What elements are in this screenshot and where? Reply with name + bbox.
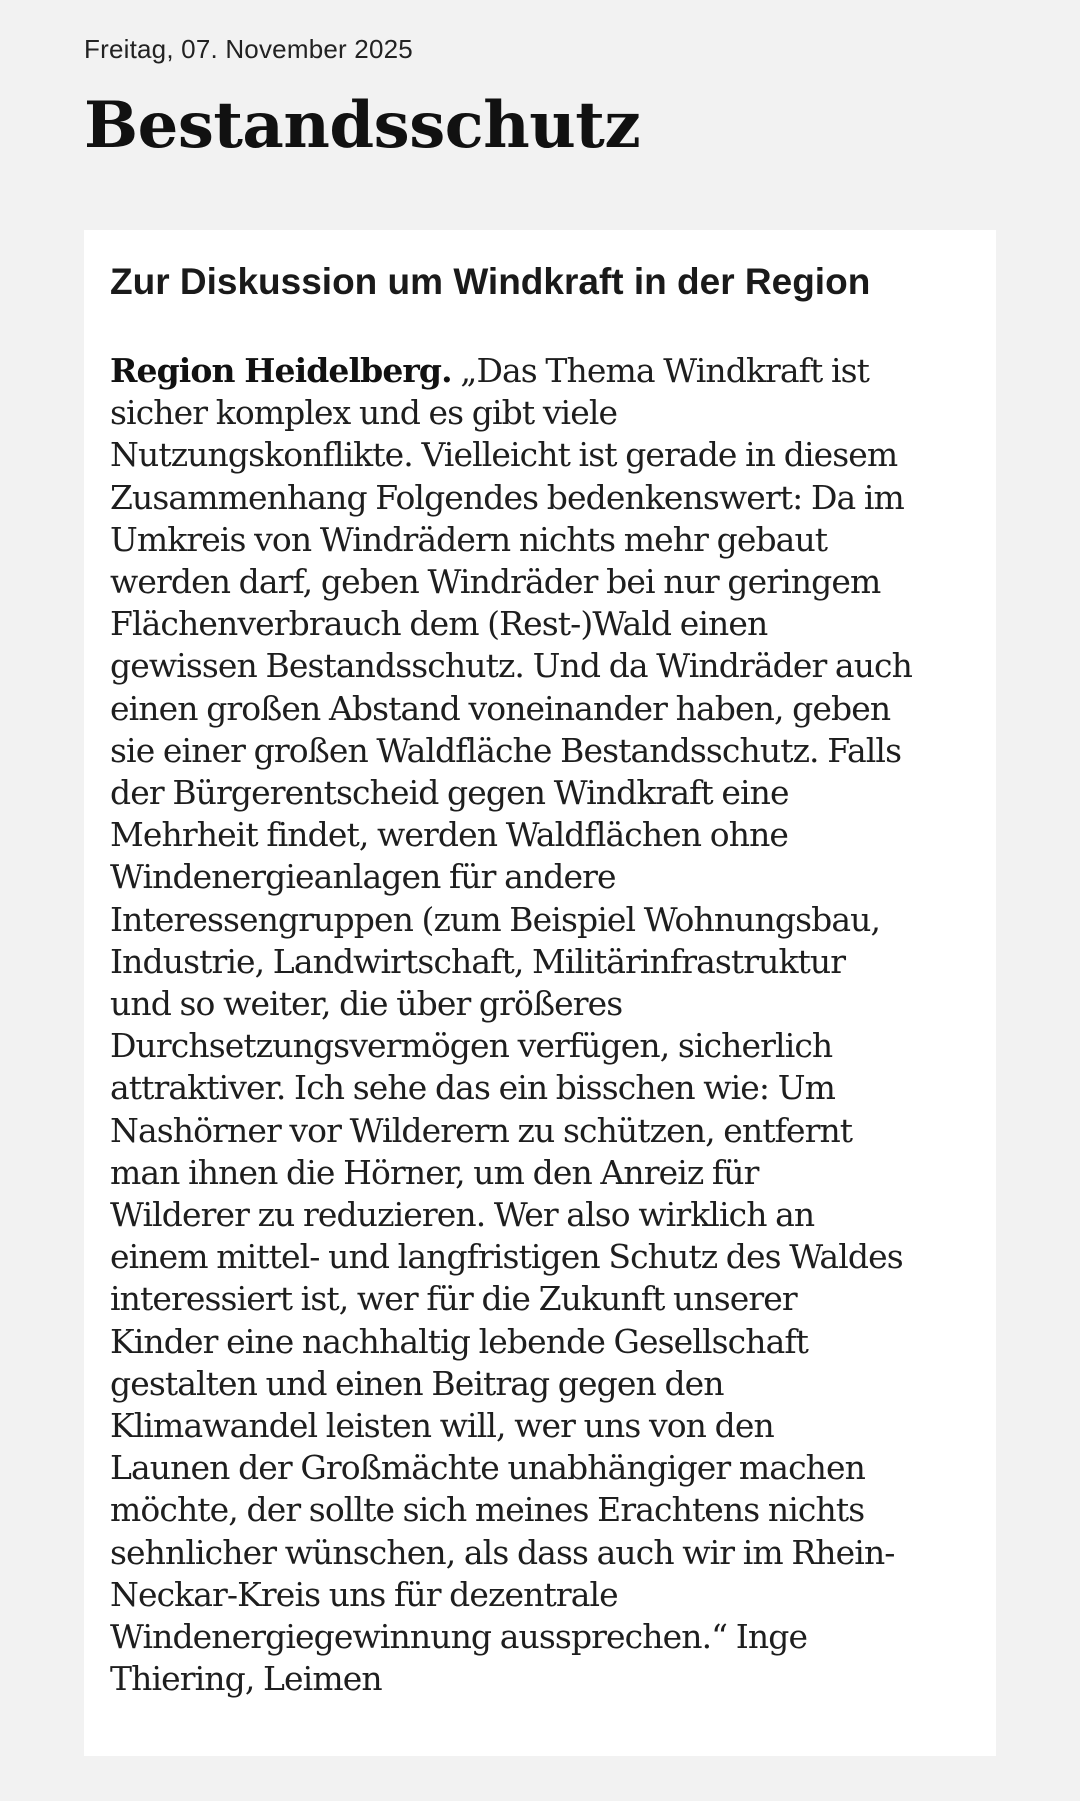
article-card (84, 230, 996, 1756)
article-line: sehnlicher wünschen, als dass auch wir im Rhein- (110, 1532, 895, 1572)
article-line: Windenergieanlagen für andere (110, 857, 616, 897)
article-line: Kinder eine nachhaltig lebende Gesellschaft (110, 1321, 809, 1361)
article-line: sie einer großen Waldfläche Bestandsschutz. Falls (110, 730, 902, 770)
page-headline: Bestandsschutz (84, 88, 641, 163)
article-line: einem mittel- und langfristigen Schutz des Waldes (110, 1237, 903, 1277)
article-line: und so weiter, die über größeres (110, 984, 623, 1024)
article-body (110, 350, 970, 1701)
article-line: Umkreis von Windrädern nichts mehr gebaut (110, 519, 828, 559)
article-line: Flächenverbrauch dem (Rest-)Wald einen (110, 604, 768, 644)
article-line: Region Heidelberg. „Das Thema Windkraft ist (110, 351, 870, 390)
article-line: Thiering, Leimen (110, 1659, 382, 1699)
article-line: Durchsetzungsvermögen verfügen, sicherlich (110, 1026, 833, 1066)
article-title: Zur Diskussion um Windkraft in der Region (110, 261, 871, 302)
article-line: Windenergiegewinnung aussprechen.“ Inge (110, 1617, 808, 1657)
article-line: Nashörner vor Wilderern zu schützen, entfernt (110, 1110, 853, 1150)
article-line: einen großen Abstand voneinander haben, geben (110, 688, 891, 728)
article-line: gestalten und einen Beitrag gegen den (110, 1363, 724, 1403)
article-line: werden darf, geben Windräder bei nur geringem (110, 562, 881, 602)
article-line: Nutzungskonflikte. Vielleicht ist gerade in diesem (110, 435, 898, 475)
article-line: Neckar-Kreis uns für dezentrale (110, 1574, 618, 1614)
article-line: Wilderer zu reduzieren. Wer also wirklich an (110, 1195, 815, 1235)
article-line: Mehrheit findet, werden Waldflächen ohne (110, 815, 789, 855)
article-line: Industrie, Landwirtschaft, Militärinfrastruktur (110, 941, 846, 981)
article-line: Launen der Großmächte unabhängiger machen (110, 1448, 865, 1488)
article-line: gewissen Bestandsschutz. Und da Windräder auch (110, 646, 912, 686)
article-line: sicher komplex und es gibt viele (110, 393, 618, 433)
article-line: Zusammenhang Folgendes bedenkenswert: Da im (110, 477, 904, 517)
article-location: Region Heidelberg. (110, 351, 452, 390)
article-line: Interessengruppen (zum Beispiel Wohnungsbau, (110, 899, 881, 939)
article-line: attraktiver. Ich sehe das ein bisschen wie: Um (110, 1068, 836, 1108)
article-line: interessiert ist, wer für die Zukunft unserer (110, 1279, 797, 1319)
article-date: Freitag, 07. November 2025 (84, 34, 413, 64)
article-line: möchte, der sollte sich meines Erachtens nichts (110, 1490, 865, 1530)
article-line: Klimawandel leisten will, wer uns von den (110, 1406, 774, 1446)
article-line: man ihnen die Hörner, um den Anreiz für (110, 1152, 759, 1192)
article-line: der Bürgerentscheid gegen Windkraft eine (110, 773, 789, 813)
